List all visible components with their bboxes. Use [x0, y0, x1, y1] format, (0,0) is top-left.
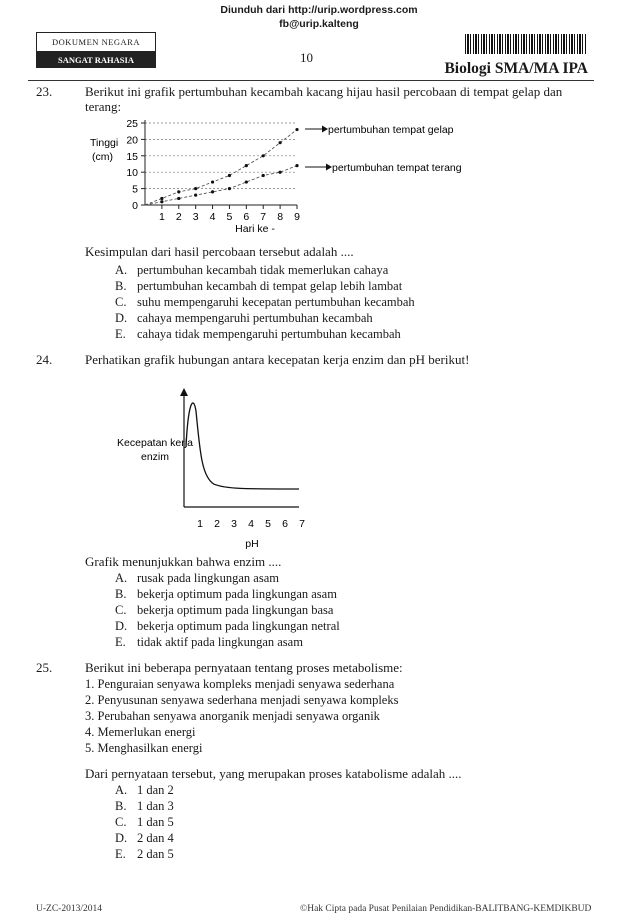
growth-chart-xtick-label: 9: [294, 211, 300, 223]
page-number: 10: [300, 50, 313, 65]
q23-option-4: [115, 326, 415, 342]
series-light-point: [194, 194, 197, 197]
q25-statement-text: 2. Penyusunan senyawa sederhana menjadi senyawa kompleks: [85, 693, 399, 707]
q24-option-letter: C.: [115, 603, 127, 617]
growth-chart-ytick-label: 25: [126, 118, 138, 130]
q25-statement-0: [85, 676, 398, 692]
growth-chart-xtick-label: 6: [243, 211, 250, 223]
series-light-point: [160, 200, 163, 203]
growth-chart-ylabel-line2: (cm): [92, 151, 113, 163]
q24-option-letter: A.: [115, 571, 128, 585]
series-light-line: [145, 166, 297, 205]
q23-option-3: [115, 310, 415, 326]
q24-option-text: bekerja optimum pada lingkungan asam: [137, 587, 337, 601]
q25-statement-text: 4. Memerlukan energi: [85, 725, 196, 739]
enzyme-chart-xtick-label: 3: [231, 518, 237, 530]
series-dark-point: [194, 187, 197, 190]
q25-option-letter: C.: [115, 815, 127, 829]
growth-chart-xlabel: Hari ke -: [235, 223, 275, 235]
series-light-point: [211, 190, 214, 193]
growth-chart-xtick-label: 4: [209, 211, 216, 223]
question-23-text-line2: terang:: [85, 99, 122, 114]
question-25-number: 25.: [36, 660, 53, 675]
q24-option-text: rusak pada lingkungan asam: [137, 571, 279, 585]
q23-option-letter: E.: [115, 327, 126, 341]
q25-option-letter: D.: [115, 831, 128, 845]
q25-option-4: [115, 846, 174, 862]
series-light-point: [262, 174, 265, 177]
q23-option-1: [115, 278, 415, 294]
footer-code: U-ZC-2013/2014: [36, 904, 102, 914]
up-arrow-icon: [180, 388, 188, 396]
enzyme-chart-xtick-label: 2: [214, 518, 220, 530]
q25-option-text: 1 dan 3: [137, 799, 174, 813]
series-light-point: [228, 187, 231, 190]
q25-option-letter: E.: [115, 847, 126, 861]
source-url: Diunduh dari http://urip.wordpress.com: [220, 4, 418, 16]
q24-option-text: tidak aktif pada lingkungan asam: [137, 635, 303, 649]
growth-chart: [80, 112, 480, 242]
q25-option-0: [115, 782, 174, 798]
series-dark-point: [211, 180, 214, 183]
footer-copyright: ©Hak Cipta pada Pusat Penilaian Pendidikan-BALITBANG-KEMDIKBUD: [300, 904, 592, 914]
subject-title: Biologi SMA/MA IPA: [444, 60, 588, 77]
q25-option-2: [115, 814, 174, 830]
series-dark-point: [279, 141, 282, 144]
legend-dark-label: pertumbuhan tempat gelap: [328, 124, 454, 136]
q24-option-3: [115, 618, 340, 634]
q24-option-4: [115, 634, 340, 650]
q24-option-letter: E.: [115, 635, 126, 649]
enzyme-chart: [85, 382, 325, 552]
secret-label: SANGAT RAHASIA: [36, 52, 156, 68]
growth-chart-xtick-label: 7: [260, 211, 267, 223]
q24-option-letter: B.: [115, 587, 127, 601]
series-light-point: [245, 180, 248, 183]
series-dark-line: [145, 130, 297, 205]
source-facebook: fb@urip.kalteng: [279, 18, 359, 30]
growth-chart-ytick-label: 5: [132, 183, 138, 196]
growth-chart-xtick-label: 2: [175, 211, 182, 223]
enzyme-chart-xtick-label: 6: [282, 518, 288, 530]
series-dark-point: [262, 154, 265, 157]
q23-option-letter: A.: [115, 263, 128, 277]
question-25-statements: [85, 676, 398, 756]
series-dark-point: [160, 197, 163, 200]
header-divider: [28, 80, 594, 81]
q23-option-text: suhu mempengaruhi kecepatan pertumbuhan kecambah: [137, 295, 415, 309]
q25-statement-3: [85, 724, 398, 740]
q23-option-text: cahaya mempengaruhi pertumbuhan kecambah: [137, 311, 373, 325]
q25-statement-text: 3. Perubahan senyawa anorganik menjadi senyawa organik: [85, 709, 380, 723]
q25-option-letter: A.: [115, 783, 128, 797]
question-23-prompt: Kesimpulan dari hasil percobaan tersebut adalah ....: [85, 244, 354, 259]
series-light-point: [279, 171, 282, 174]
question-25-options: [115, 782, 174, 862]
growth-chart-ytick-label: 0: [132, 200, 138, 212]
q25-option-text: 1 dan 5: [137, 815, 174, 829]
document-label: DOKUMEN NEGARA: [36, 32, 156, 52]
question-23-options: [115, 262, 415, 342]
q24-option-letter: D.: [115, 619, 128, 633]
q25-option-text: 1 dan 2: [137, 783, 174, 797]
q25-statement-text: 5. Menghasilkan energi: [85, 741, 203, 755]
question-25-text: Berikut ini beberapa pernyataan tentang proses metabolisme:: [85, 660, 403, 675]
enzyme-chart-xtick-label: 7: [299, 518, 305, 530]
question-24-number: 24.: [36, 352, 53, 367]
enzyme-chart-xlabel: pH: [245, 538, 259, 550]
series-light-point: [177, 197, 180, 200]
series-dark-point: [228, 174, 231, 177]
q24-option-text: bekerja optimum pada lingkungan basa: [137, 603, 334, 617]
q24-option-1: [115, 586, 340, 602]
series-dark-point: [177, 190, 180, 193]
q23-option-letter: C.: [115, 295, 127, 309]
barcode: [465, 34, 587, 54]
q25-statement-2: [85, 708, 398, 724]
q24-option-0: [115, 570, 340, 586]
q24-option-2: [115, 602, 340, 618]
q25-option-text: 2 dan 4: [137, 831, 174, 845]
growth-chart-ytick-label: 10: [126, 167, 138, 180]
enzyme-chart-xtick-label: 1: [197, 518, 203, 530]
series-dark-point: [245, 164, 248, 167]
question-24-prompt: Grafik menunjukkan bahwa enzim ....: [85, 554, 282, 569]
enzyme-chart-xtick-label: 5: [265, 518, 271, 530]
q23-option-2: [115, 294, 415, 310]
legend-light-label: pertumbuhan tempat terang: [332, 162, 462, 174]
q23-option-text: pertumbuhan kecambah tidak memerlukan cahaya: [137, 263, 389, 277]
q25-option-1: [115, 798, 174, 814]
q23-option-letter: D.: [115, 311, 128, 325]
q23-option-letter: B.: [115, 279, 127, 293]
series-light-point: [295, 164, 298, 167]
q25-statement-1: [85, 692, 398, 708]
q25-option-letter: B.: [115, 799, 127, 813]
q24-option-text: bekerja optimum pada lingkungan netral: [137, 619, 340, 633]
enzyme-activity-curve: [186, 403, 299, 489]
growth-chart-xtick-label: 3: [192, 211, 199, 223]
q25-statement-text: 1. Penguraian senyawa kompleks menjadi senyawa sederhana: [85, 677, 395, 691]
question-23-text-line1: Berikut ini grafik pertumbuhan kecambah kacang hijau hasil percobaan di tempat gelap dan: [85, 84, 563, 99]
enzyme-chart-xtick-label: 4: [248, 518, 254, 530]
q25-option-3: [115, 830, 174, 846]
q23-option-text: pertumbuhan kecambah di tempat gelap lebih lambat: [137, 279, 403, 293]
growth-chart-ylabel-line1: Tinggi: [90, 137, 119, 149]
q25-statement-4: [85, 740, 398, 756]
growth-chart-ytick-label: 20: [126, 134, 138, 147]
q23-option-0: [115, 262, 415, 278]
growth-chart-xtick-label: 8: [277, 211, 284, 223]
q23-option-text: cahaya tidak mempengaruhi pertumbuhan kecambah: [137, 327, 401, 341]
growth-chart-ytick-label: 15: [126, 150, 138, 163]
growth-chart-xtick-label: 1: [158, 211, 165, 223]
question-25-prompt: Dari pernyataan tersebut, yang merupakan proses katabolisme adalah ....: [85, 766, 462, 781]
question-23-number: 23.: [36, 84, 53, 99]
question-24-options: [115, 570, 340, 650]
enzyme-chart-ylabel-line2: enzim: [140, 451, 170, 463]
growth-chart-xtick-label: 5: [226, 211, 233, 223]
question-24-text: Perhatikan grafik hubungan antara kecepatan kerja enzim dan pH berikut!: [85, 352, 470, 367]
series-dark-point: [295, 128, 298, 131]
q25-option-text: 2 dan 5: [137, 847, 174, 861]
enzyme-chart-ylabel-line1: Kecepatan kerja: [117, 437, 193, 449]
